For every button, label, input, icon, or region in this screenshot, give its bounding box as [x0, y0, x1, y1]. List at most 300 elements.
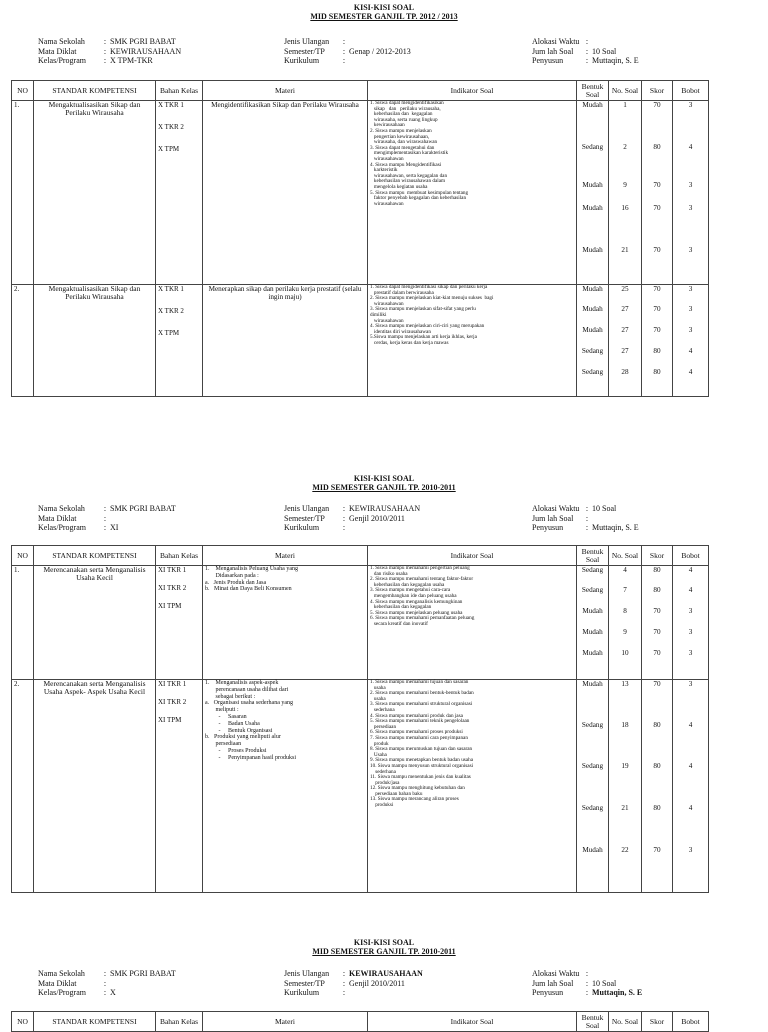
kelas-item: X TKR 1: [158, 285, 184, 293]
list-line: dan risiko usaha: [370, 570, 408, 577]
row-indikator: [368, 680, 577, 893]
doc3-title-block: [0, 938, 768, 956]
cell-no: 16: [621, 204, 629, 212]
doc2-header-right: Alokasi Waktu : 10 Soal Jum lah Soal : Penyusun : Muttaqin, S. E: [532, 504, 639, 532]
cell-bobot: 3: [688, 628, 693, 636]
doc2-alokasi-waktu: 10 Soal: [592, 504, 617, 513]
list-line: cerdas, kerja keras dan kerja mawas: [370, 339, 449, 346]
cell-skor: 80: [653, 347, 661, 355]
list-line: 1. Menganalisis aspek-aspek: [205, 680, 279, 686]
table-row: [12, 680, 709, 893]
list-line: 1. Siswa mampu memahami pengertian peluang: [370, 565, 470, 571]
list-line: wirausahawan: [370, 155, 404, 162]
cell-no: 27: [621, 305, 629, 313]
col-materi: Materi: [203, 81, 368, 101]
doc3-title: KISI-KISI SOAL: [353, 938, 415, 947]
list-line: 6. Siswa mampu memahami proses produksi: [370, 729, 463, 736]
row-bentuk: [577, 566, 609, 680]
label-kurikulum: Kurikulum: [284, 56, 320, 65]
doc2-semester-tp: Genjil 2010/2011: [349, 513, 405, 523]
row-kelas: [156, 101, 203, 285]
list-line: 2. Siswa mampu menjelaskan kiat-kiat menuju sukses bagi: [370, 295, 494, 302]
doc2-header-left: Nama Sekolah : SMK PGRI BABAT Mata Diklat : Kelas/Program : XI: [38, 504, 176, 532]
list-line: persediaan: [205, 741, 242, 748]
list-line: 2. Siswa mampu memahami bentuk-bentuk badan: [370, 690, 474, 697]
cell-skor: 80: [653, 762, 661, 770]
col-bahan-kelas: Bahan Kelas: [156, 546, 203, 566]
doc1-table-header: [12, 81, 709, 101]
cell-bobot: 3: [688, 101, 693, 109]
label-kelas-program: Kelas/Program: [38, 523, 86, 532]
list-line: persediaan bahan baku: [370, 790, 423, 797]
list-line: perencanaan usaha dilihat dari: [205, 686, 289, 693]
label-penyusun: Penyusun: [532, 523, 564, 532]
label-nama-sekolah: Nama Sekolah: [38, 504, 85, 513]
list-line: 2. Siswa mampu menjelaskan: [370, 127, 432, 134]
cell-no: 28: [621, 368, 629, 376]
doc1-semester-tp: Genap / 2012-2013: [349, 46, 411, 56]
cell-bobot: 3: [688, 680, 693, 688]
list-line: - Badan Usaha: [205, 720, 260, 727]
cell-bobot: 3: [688, 326, 693, 334]
list-line: 10. Siswa mampu menyusun struktural organisasi: [370, 762, 474, 769]
cell-bobot: 3: [688, 846, 693, 854]
doc1-subtitle: MID SEMESTER GANJIL TP. 2012 / 2013: [310, 12, 458, 21]
list-line: usaha: [370, 695, 386, 702]
row-kelas: [156, 285, 203, 397]
row-nosoal: [609, 680, 642, 893]
label-alokasi-waktu: Alokasi Waktu: [532, 969, 580, 978]
label-semester-tp: Semester/TP: [284, 978, 325, 988]
cell-no: 9: [623, 628, 627, 636]
doc1-header-right: Alokasi Waktu : Jum lah Soal : 10 Soal Penyusun : Muttaqin, S. E: [532, 37, 639, 65]
cell-no: 25: [621, 285, 629, 293]
col-indikator-soal: Indikator Soal: [368, 546, 577, 566]
list-line: 5. Siswa mampu membuat kesimpulan tentang: [370, 189, 469, 196]
kelas-item: X TPM: [158, 329, 180, 337]
list-line: Usaha: [370, 751, 387, 758]
list-line: wirausaha, dan wiraswahawan: [370, 139, 438, 146]
col-bentuk-soal: Bentuk Soal: [577, 1012, 609, 1032]
cell-skor: 70: [653, 628, 661, 636]
doc1-kelas-program: X TPM-TKR: [110, 56, 153, 65]
cell-bobot: 4: [688, 347, 693, 355]
label-kurikulum: Kurikulum: [284, 523, 320, 532]
label-jumlah-soal: Jum lah Soal: [532, 46, 574, 56]
kelas-item: XI TPM: [158, 716, 182, 724]
row-kelas: [156, 680, 203, 893]
label-kelas-program: Kelas/Program: [38, 988, 86, 997]
row-bentuk: [577, 680, 609, 893]
list-line: faktor penyebab kegagalan dan keberhasilan: [370, 195, 467, 202]
col-no: NO: [12, 81, 34, 101]
cell-bobot: 4: [688, 143, 693, 151]
col-skor: Skor: [642, 546, 673, 566]
list-line: 1. Menganalisis Peluang Usaha yang: [205, 566, 298, 572]
row-skor: [642, 285, 673, 397]
indikator-list: [370, 566, 574, 628]
row-nosoal: [609, 566, 642, 680]
cell-bobot: 3: [688, 607, 693, 615]
list-line: meliputi :: [205, 707, 239, 714]
row-skor: [642, 101, 673, 285]
list-line: produk: [370, 740, 389, 747]
cell-skor: 80: [653, 804, 661, 812]
row-standar-kompetensi: Mengaktualisasikan Sikap dan Perilaku Wirausaha: [34, 101, 156, 285]
cell-bobot: 3: [688, 285, 693, 293]
list-line: 4. Siswa mampu memahami produk dan jasa: [370, 712, 463, 719]
cell-bobot: 3: [688, 246, 693, 254]
cell-bentuk: Mudah: [582, 680, 603, 688]
list-line: 2. Siswa mampu memahami tentang faktor-faktor: [370, 576, 474, 583]
list-line: pengertian kewirausahaan,: [370, 133, 430, 140]
doc3-header-right: Alokasi Waktu : Jum lah Soal : 10 Soal Penyusun : Muttaqin, S. E: [532, 969, 643, 997]
col-standar-kompetensi: STANDAR KOMPETENSI: [34, 1012, 156, 1032]
cell-bobot: 4: [688, 804, 693, 812]
cell-bentuk: Mudah: [582, 607, 603, 615]
list-line: 3. Siswa dapat mengetahui dan: [370, 144, 435, 151]
list-line: wirausahawan: [370, 317, 404, 324]
list-line: - Sasaran: [205, 713, 247, 720]
doc3-nama-sekolah: SMK PGRI BABAT: [110, 969, 176, 978]
cell-skor: 70: [653, 680, 661, 688]
doc2-kelas-program: XI: [110, 523, 119, 532]
kelas-item: X TKR 2: [158, 123, 184, 131]
label-penyusun: Penyusun: [532, 56, 564, 65]
cell-no: 21: [621, 804, 629, 812]
kelas-item: XI TPM: [158, 602, 182, 610]
col-bentuk-soal: Bentuk Soal: [577, 81, 609, 101]
col-bentuk-soal: Bentuk Soal: [577, 546, 609, 566]
label-nama-sekolah: Nama Sekolah: [38, 969, 85, 978]
label-nama-sekolah: Nama Sekolah: [38, 37, 85, 46]
cell-bentuk: Mudah: [582, 649, 603, 657]
row-standar-kompetensi: Mengaktualisasikan Sikap dan Perilaku Wirausaha: [34, 285, 156, 397]
cell-bentuk: Sedang: [581, 762, 604, 770]
list-line: wirausaha, serta ruang lingkup: [370, 116, 438, 123]
list-line: persediaan: [370, 723, 397, 730]
cell-bobot: 3: [688, 649, 693, 657]
list-line: produk/jasa: [370, 779, 400, 786]
doc1-header-left: Nama Sekolah : SMK PGRI BABAT Mata Diklat : KEWIRAUSAHAAN Kelas/Program : X TPM-TKR: [38, 37, 182, 65]
list-line: 4. Siswa mampu Mengidentifikasi: [370, 161, 442, 168]
col-standar-kompetensi: STANDAR KOMPETENSI: [34, 81, 156, 101]
col-no-soal: No. Soal: [609, 81, 642, 101]
cell-skor: 70: [653, 204, 661, 212]
cell-no: 9: [623, 181, 627, 189]
indikator-list: [370, 285, 574, 347]
row-no: 1.: [12, 101, 34, 285]
label-semester-tp: Semester/TP: [284, 46, 325, 56]
cell-bentuk: Mudah: [582, 285, 603, 293]
doc3-header-left: Nama Sekolah : SMK PGRI BABAT Mata Diklat : Kelas/Program : X: [38, 969, 176, 997]
label-mata-diklat: Mata Diklat: [38, 46, 77, 56]
row-standar-kompetensi: Merencanakan serta Menganalisis Usaha Aspek- Aspek Usaha Kecil: [34, 680, 156, 893]
cell-no: 19: [621, 762, 629, 770]
doc3-subtitle: MID SEMESTER GANJIL TP. 2010-2011: [312, 947, 456, 956]
list-line: 5. Siswa mampu menjelaskan peluang usaha: [370, 609, 463, 616]
row-standar-kompetensi: Merencanakan serta Menganalisis Usaha Kecil: [34, 566, 156, 680]
cell-skor: 70: [653, 181, 661, 189]
doc3-kelas-program: X: [110, 988, 116, 997]
row-indikator: [368, 566, 577, 680]
cell-bobot: 3: [688, 181, 693, 189]
list-line: 4. Siswa mampu menganalisis kemungkinan: [370, 598, 463, 605]
doc2-title-block: [0, 474, 768, 492]
label-jenis-ulangan: Jenis Ulangan: [284, 969, 330, 978]
table-row: [12, 566, 709, 680]
row-no: 1.: [12, 566, 34, 680]
row-bobot: [673, 566, 709, 680]
list-line: 5. Siswa mampu memahami teknik pengelolaan: [370, 718, 470, 725]
col-no-soal: No. Soal: [609, 546, 642, 566]
col-skor: Skor: [642, 81, 673, 101]
cell-bentuk: Mudah: [582, 628, 603, 636]
col-indikator-soal: Indikator Soal: [368, 1012, 577, 1032]
list-line: 3. Siswa mampu menjelaskan sifat-sifat yang perlu: [370, 306, 476, 313]
cell-bentuk: Mudah: [582, 246, 603, 254]
list-line: keberhasilan dan kegagalan: [370, 111, 433, 118]
label-jumlah-soal: Jum lah Soal: [532, 513, 574, 523]
label-alokasi-waktu: Alokasi Waktu: [532, 504, 580, 513]
list-line: 1. Siswa dapat mengidentifikasikan: [370, 100, 444, 106]
cell-bentuk: Mudah: [582, 181, 603, 189]
cell-bentuk: Sedang: [581, 804, 604, 812]
list-line: a. Jenis Produk dan Jasa: [205, 579, 267, 586]
doc2-jenis-ulangan: KEWIRAUSAHAAN: [349, 504, 421, 513]
col-no-soal: No. Soal: [609, 1012, 642, 1032]
list-line: 1. Siswa mampu memahami tujuan dan sasaran: [370, 679, 469, 685]
kelas-item: XI TKR 1: [158, 680, 187, 688]
row-bentuk: [577, 101, 609, 285]
list-line: 1. Siswa dapat mengidentifikasi sikap dan perilaku kerja: [370, 284, 488, 290]
doc1-title-block: [0, 3, 768, 21]
doc2-title: KISI-KISI SOAL: [353, 474, 415, 483]
kelas-item: X TKR 2: [158, 307, 184, 315]
table-row: [12, 101, 709, 285]
row-skor: [642, 680, 673, 893]
list-line: 5.Siswa mampu menjelaskan arti kerja ikhlas, kerja: [370, 334, 477, 341]
cell-no: 13: [621, 680, 629, 688]
cell-bobot: 4: [688, 566, 693, 574]
list-line: 11. Siswa mampu menentukan jenis dan kualitas: [370, 774, 471, 781]
cell-bentuk: Mudah: [582, 101, 603, 109]
cell-bentuk: Sedang: [581, 586, 604, 594]
cell-skor: 70: [653, 285, 661, 293]
row-nosoal: [609, 285, 642, 397]
row-bobot: [673, 680, 709, 893]
list-line: keberhasilan dan kegagalan usaha: [370, 581, 445, 588]
indikator-list: [370, 680, 574, 809]
cell-bentuk: Sedang: [581, 143, 604, 151]
cell-skor: 80: [653, 586, 661, 594]
label-mata-diklat: Mata Diklat: [38, 978, 77, 988]
doc2-penyusun: Muttaqin, S. E: [592, 523, 639, 532]
label-kurikulum: Kurikulum: [284, 988, 320, 997]
list-line: 13. Siswa mampu merancang aliran proses: [370, 796, 459, 803]
row-kelas: [156, 566, 203, 680]
table-row: [12, 285, 709, 397]
list-line: 4. Siswa mampu menjelaskan ciri-ciri yang merupakan: [370, 323, 485, 330]
doc3-header-mid: Jenis Ulangan : KEWIRAUSAHAAN Semester/TP : Genjil 2010/2011 Kurikulum :: [284, 969, 423, 997]
list-line: 6. Siswa mampu memahami pemanfaatan peluang: [370, 615, 475, 622]
cell-bentuk: Mudah: [582, 305, 603, 313]
doc1-jumlah-soal: 10 Soal: [592, 46, 617, 56]
row-indikator: [368, 285, 577, 397]
row-materi: [203, 680, 368, 893]
row-materi: [203, 566, 368, 680]
list-line: prestatif dalam berwirausaha: [370, 289, 434, 296]
cell-no: 21: [621, 246, 629, 254]
cell-skor: 80: [653, 143, 661, 151]
list-line: secara kreatif dan inovatif: [370, 620, 428, 627]
row-indikator: [368, 101, 577, 285]
materi-list: [205, 680, 365, 762]
list-line: karkteristik: [370, 167, 398, 174]
kelas-item: XI TKR 2: [158, 584, 187, 592]
label-alokasi-waktu: Alokasi Waktu: [532, 37, 580, 46]
list-line: a. Organisasi usaha sederhana yang: [205, 700, 294, 707]
doc1-penyusun: Muttaqin, S. E: [592, 56, 639, 65]
doc2-table-header: [12, 546, 709, 566]
cell-skor: 70: [653, 305, 661, 313]
indikator-list: [370, 101, 574, 207]
cell-bentuk: Sedang: [581, 368, 604, 376]
doc3-jumlah-soal: 10 Soal: [592, 978, 617, 988]
list-line: 3. Siswa mampu mengetahui cara-cara: [370, 587, 451, 594]
list-line: wirausahawan, serta kegagalan dan: [370, 172, 448, 179]
list-line: - Proses Produksi: [205, 747, 267, 754]
col-no: NO: [12, 1012, 34, 1032]
cell-skor: 70: [653, 101, 661, 109]
cell-skor: 70: [653, 326, 661, 334]
doc2-subtitle: MID SEMESTER GANJIL TP. 2010-2011: [312, 483, 456, 492]
list-line: dimiliki: [370, 311, 387, 318]
cell-skor: 80: [653, 566, 661, 574]
col-materi: Materi: [203, 546, 368, 566]
doc2-table: [11, 545, 709, 893]
list-line: 9. Siswa mampu menetapkan bentuk badan usaha: [370, 757, 474, 764]
kelas-item: XI TKR 2: [158, 698, 187, 706]
label-jenis-ulangan: Jenis Ulangan: [284, 504, 330, 513]
cell-bobot: 3: [688, 204, 693, 212]
cell-no: 22: [621, 846, 629, 854]
list-line: keberhasilan dan kegagalan: [370, 604, 432, 611]
col-indikator-soal: Indikator Soal: [368, 81, 577, 101]
list-line: 7. Siswa mampu memahami cara penyimpanan: [370, 734, 468, 741]
row-no: 2.: [12, 680, 34, 893]
cell-no: 27: [621, 326, 629, 334]
cell-bobot: 4: [688, 721, 693, 729]
col-standar-kompetensi: STANDAR KOMPETENSI: [34, 546, 156, 566]
cell-bentuk: Sedang: [581, 566, 604, 574]
list-line: b. Minat dan Daya Beli Konsumen: [205, 586, 292, 593]
cell-no: 8: [623, 607, 627, 615]
cell-no: 27: [621, 347, 629, 355]
cell-skor: 70: [653, 649, 661, 657]
materi-list: [205, 566, 365, 593]
list-line: produksi: [370, 802, 394, 809]
list-line: sikap dan perilaku wirausaha,: [370, 105, 441, 112]
cell-no: 18: [621, 721, 629, 729]
col-bahan-kelas: Bahan Kelas: [156, 1012, 203, 1032]
label-semester-tp: Semester/TP: [284, 513, 325, 523]
cell-bentuk: Sedang: [581, 347, 604, 355]
cell-no: 4: [623, 566, 627, 574]
kelas-item: XI TKR 1: [158, 566, 187, 574]
cell-bentuk: Mudah: [582, 846, 603, 854]
list-line: 8. Siswa mampu merumuskan tujuan dan sasaran: [370, 746, 473, 753]
doc3-semester-tp: Genjil 2010/2011: [349, 978, 405, 988]
cell-bentuk: Mudah: [582, 326, 603, 334]
doc3-jenis-ulangan: KEWIRAUSAHAAN: [349, 969, 423, 978]
list-line: mengembangkan ide dan peluang usaha: [370, 592, 457, 599]
cell-skor: 70: [653, 846, 661, 854]
label-jumlah-soal: Jum lah Soal: [532, 978, 574, 988]
list-line: wirausahawan: [370, 300, 404, 307]
doc3-penyusun: Muttaqin, S. E: [592, 988, 643, 997]
col-materi: Materi: [203, 1012, 368, 1032]
row-skor: [642, 566, 673, 680]
cell-skor: 70: [653, 607, 661, 615]
doc2-nama-sekolah: SMK PGRI BABAT: [110, 504, 176, 513]
row-bentuk: [577, 285, 609, 397]
cell-no: 10: [621, 649, 629, 657]
cell-skor: 80: [653, 721, 661, 729]
row-materi: Menerapkan sikap dan perilaku kerja prestatif (selalu ingin maju): [203, 285, 368, 397]
list-line: - Penyimpanan hasil produksi: [205, 754, 296, 761]
list-line: sederhana: [370, 706, 395, 713]
row-bobot: [673, 285, 709, 397]
list-line: 3. Siswa mampu memahami struktural organisasi: [370, 701, 473, 708]
col-bobot: Bobot: [673, 546, 709, 566]
col-bobot: Bobot: [673, 81, 709, 101]
list-line: wirausahawan: [370, 200, 404, 207]
row-nosoal: [609, 101, 642, 285]
row-materi: Mengidentifikasikan Sikap dan Perilaku Wirausaha: [203, 101, 368, 285]
cell-no: 1: [623, 101, 627, 109]
cell-skor: 70: [653, 246, 661, 254]
cell-bobot: 4: [688, 586, 693, 594]
list-line: 12. Siswa mampu menghitung kebutuhan dan: [370, 785, 465, 792]
doc1-table: [11, 80, 709, 397]
doc1-mata-diklat: KEWIRAUSAHAAN: [110, 46, 182, 56]
cell-bentuk: Mudah: [582, 204, 603, 212]
cell-bentuk: Sedang: [581, 721, 604, 729]
col-skor: Skor: [642, 1012, 673, 1032]
list-line: sederhana: [370, 768, 396, 775]
list-line: mengimplementasikan karakteristik: [370, 150, 449, 157]
kelas-item: X TPM: [158, 145, 180, 153]
list-line: Didasarkan pada :: [205, 572, 259, 579]
cell-no: 2: [623, 143, 627, 151]
list-line: sebagai berikut :: [205, 693, 256, 700]
doc1-nama-sekolah: SMK PGRI BABAT: [110, 37, 176, 46]
list-line: keberhasilan wirausahawan dalam: [370, 178, 446, 185]
list-line: b. Produksi yang meliputi alur: [205, 734, 281, 741]
list-line: identitas diri wirausahawan: [370, 328, 431, 335]
cell-skor: 80: [653, 368, 661, 376]
label-jenis-ulangan: Jenis Ulangan: [284, 37, 330, 46]
list-line: mengelola kegiatan usaha: [370, 183, 428, 190]
doc1-header-mid: Jenis Ulangan : Semester/TP : Genap / 2012-2013 Kurikulum :: [284, 37, 411, 65]
list-line: - Bentuk Organisasi: [205, 727, 273, 734]
label-penyusun: Penyusun: [532, 988, 564, 997]
list-line: usaha: [370, 684, 386, 691]
cell-bobot: 4: [688, 762, 693, 770]
cell-bobot: 3: [688, 305, 693, 313]
kelas-item: X TKR 1: [158, 101, 184, 109]
